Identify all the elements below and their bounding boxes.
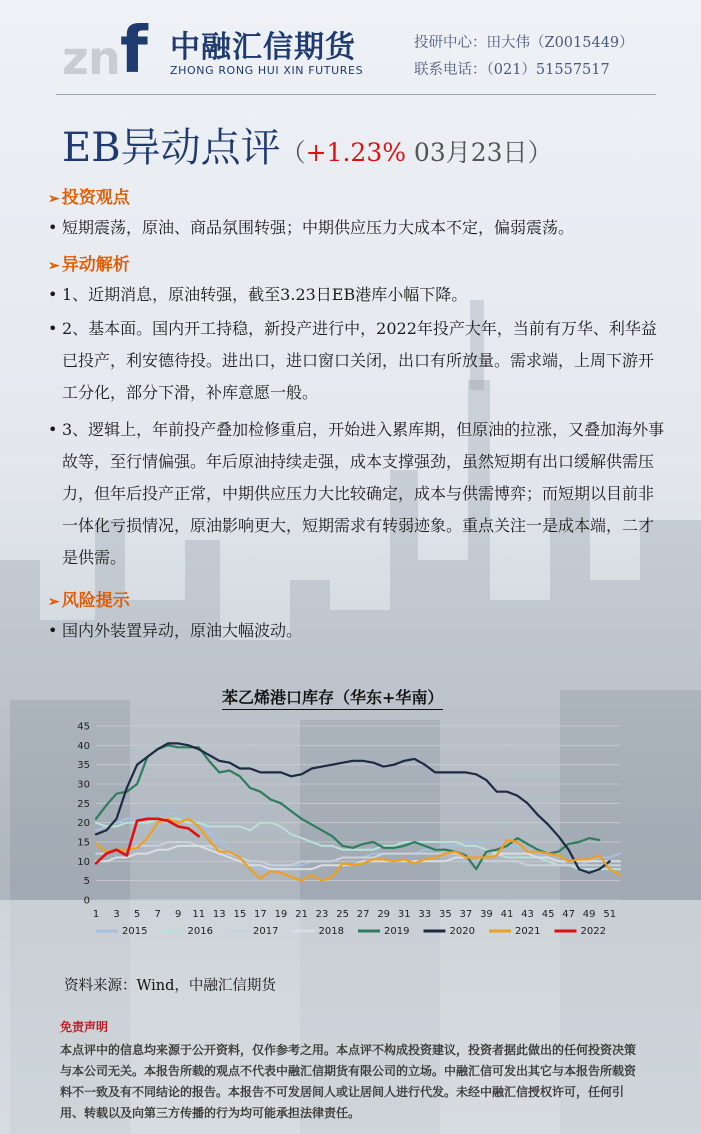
legend-label: 2018 bbox=[318, 926, 344, 937]
contact-researcher: 投研中心：田大伟（Z0015449） bbox=[414, 35, 634, 51]
x-tick-label: 45 bbox=[541, 909, 555, 920]
bullet-dot-icon: • bbox=[48, 218, 58, 237]
x-tick-label: 27 bbox=[356, 909, 370, 920]
x-tick-label: 13 bbox=[212, 909, 226, 920]
bullet-analysis-3: • 3、逻辑上，年前投产叠加检修重启，开始进入累库期，但原油的拉涨，又叠加海外事故等，至行情偏强。年后原油持续走强，成本支撑强劲，虽然短期有出口缓解供需压力，但年后投产正常，中期供应压力大比较确定，成本与供需博弈；而短期以目前非一体化亏损情况，原油影响更大，短期需求有转弱迹象。重点关注一是成本端，二才是供需。 bbox=[48, 414, 668, 574]
x-tick-label: 37 bbox=[459, 909, 473, 920]
bullet-dot-icon: • bbox=[48, 621, 58, 640]
legend-label: 2015 bbox=[122, 926, 148, 937]
logo-chinese-name: 中融汇信期货 bbox=[170, 30, 356, 65]
x-tick-label: 3 bbox=[113, 909, 120, 920]
svg-text:f: f bbox=[120, 14, 148, 80]
y-tick-label: 0 bbox=[83, 895, 90, 907]
bullet-dot-icon: • bbox=[48, 319, 58, 338]
logo-mark-icon bbox=[62, 12, 162, 80]
y-tick-label: 40 bbox=[77, 740, 90, 752]
y-tick-label: 25 bbox=[77, 798, 90, 810]
x-tick-label: 9 bbox=[175, 909, 182, 920]
x-tick-label: 29 bbox=[377, 909, 391, 920]
company-logo bbox=[62, 12, 382, 80]
logo-english-name: ZHONG RONG HUI XIN FUTURES bbox=[170, 64, 364, 77]
x-tick-label: 41 bbox=[500, 909, 514, 920]
title-change-percent: +1.23% bbox=[305, 138, 406, 167]
x-tick-label: 21 bbox=[295, 909, 308, 920]
disclaimer-text: 本点评中的信息均来源于公开资料，仅作参考之用。本点评不构成投资建议，投资者据此做出的任何投资决策与本公司无关。本报告所载的观点不代表中融汇信期货有限公司的立场。中融汇信可发出其它与本报告所载资料不一致及有不同结论的报告。本报告不可发居间人或让居间人进行代发。未经中融汇信授权许可，任何引用、转载以及向第三方传播的行为均可能承担法律责任。 bbox=[60, 1043, 637, 1120]
x-tick-label: 51 bbox=[603, 909, 617, 920]
title-main: EB异动点评 bbox=[62, 125, 281, 171]
section-heading-risk: ➢ 风险提示 bbox=[48, 591, 130, 611]
y-tick-label: 45 bbox=[77, 721, 90, 733]
x-tick-label: 47 bbox=[562, 909, 575, 920]
x-tick-label: 19 bbox=[274, 909, 288, 920]
x-tick-label: 39 bbox=[480, 909, 493, 920]
title-date: 03月23日） bbox=[405, 138, 553, 167]
section-heading-analysis: ➢ 异动解析 bbox=[48, 255, 130, 275]
section-heading-view: ➢ 投资观点 bbox=[48, 188, 130, 208]
legend-label: 2016 bbox=[187, 926, 213, 937]
x-tick-label: 31 bbox=[397, 909, 411, 920]
x-tick-label: 5 bbox=[133, 909, 141, 920]
x-tick-label: 49 bbox=[582, 909, 596, 920]
y-tick-label: 35 bbox=[77, 760, 90, 772]
disclaimer-heading: 免责声明 bbox=[60, 1020, 109, 1034]
y-tick-label: 30 bbox=[77, 779, 90, 791]
legend-label: 2022 bbox=[580, 926, 606, 937]
svg-text:z: z bbox=[62, 31, 89, 80]
bullet-risk-1: • 国内外装置异动，原油大幅波动。 bbox=[48, 615, 668, 647]
arrow-icon: ➢ bbox=[48, 258, 60, 274]
bullet-view-1: • 短期震荡，原油、商品氛围转强；中期供应压力大成本不定，偏弱震荡。 bbox=[48, 212, 668, 244]
bullet-analysis-2: • 2、基本面。国内开工持稳，新投产进行中，2022年投产大年，当前有万华、利华益已投产，利安德待投。进出口，进口窗口关闭，出口有所放量。需求端，上周下游开工分化，部分下滑，补库意愿一般。 bbox=[48, 313, 668, 409]
bullet-analysis-1: • 1、近期消息，原油转强，截至3.23日EB港库小幅下降。 bbox=[48, 279, 668, 311]
y-tick-label: 15 bbox=[77, 837, 90, 849]
x-tick-label: 35 bbox=[438, 909, 452, 920]
legend-label: 2017 bbox=[253, 926, 279, 937]
header-divider bbox=[56, 94, 656, 95]
data-source: 资料来源：Wind，中融汇信期货 bbox=[64, 978, 276, 994]
legend-label: 2021 bbox=[515, 926, 541, 937]
contact-phone: 联系电话：（021）51557517 bbox=[414, 62, 610, 78]
svg-text:n: n bbox=[88, 31, 121, 80]
x-tick-label: 1 bbox=[92, 909, 100, 920]
x-tick-label: 15 bbox=[233, 909, 247, 920]
inventory-line-chart bbox=[60, 712, 640, 944]
arrow-icon: ➢ bbox=[48, 191, 60, 207]
y-tick-label: 20 bbox=[77, 818, 90, 830]
arrow-icon: ➢ bbox=[48, 594, 60, 610]
bullet-dot-icon: • bbox=[48, 420, 58, 439]
x-tick-label: 11 bbox=[192, 909, 206, 920]
x-tick-label: 43 bbox=[521, 909, 534, 920]
x-tick-label: 7 bbox=[154, 909, 161, 920]
title-open-paren: （ bbox=[280, 138, 306, 167]
x-tick-label: 23 bbox=[315, 909, 329, 920]
x-tick-label: 25 bbox=[336, 909, 349, 920]
y-tick-label: 10 bbox=[77, 856, 90, 868]
page-title bbox=[62, 116, 553, 173]
series-line-2020 bbox=[96, 743, 610, 873]
bullet-dot-icon: • bbox=[48, 285, 58, 304]
contact-block bbox=[414, 30, 634, 84]
legend-label: 2020 bbox=[449, 926, 475, 937]
legend-label: 2019 bbox=[384, 926, 410, 937]
chart-title: 苯乙烯港口库存（华东+华南） bbox=[222, 685, 443, 710]
x-tick-label: 17 bbox=[254, 909, 267, 920]
x-tick-label: 33 bbox=[418, 909, 432, 920]
y-tick-label: 5 bbox=[83, 876, 90, 888]
